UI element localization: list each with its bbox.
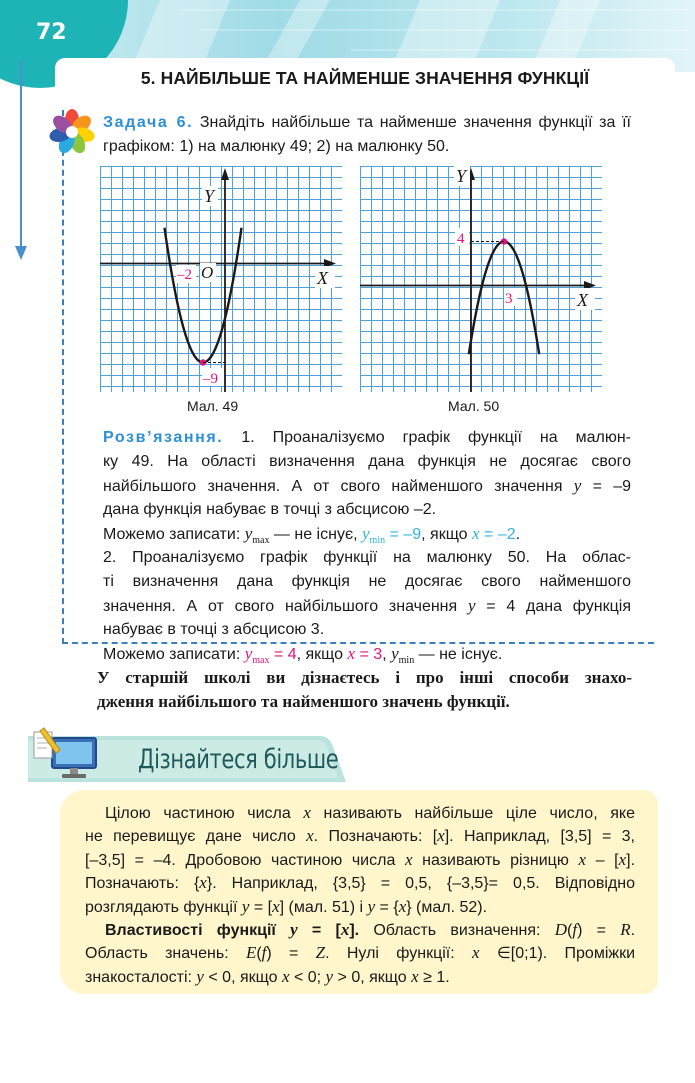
note-line: дження найбільшого та найменшого значень функції.	[97, 692, 510, 711]
x-tick-label: 3	[505, 291, 513, 307]
info-line: Властивості функції y = [x]. Область визначення: D(f) = R.	[105, 919, 636, 939]
task-statement	[103, 111, 631, 159]
flower-icon	[47, 107, 97, 157]
figure-50	[360, 166, 602, 392]
solution-line: 2. Проаналізуємо графік функції на малюнку 50. На облас-	[103, 549, 631, 566]
info-line: Позначають: {x}. Наприклад, {3,5} = 0,5, {–3,5}= 0,5. Відповідно	[85, 873, 636, 893]
y-tick-label: 4	[457, 231, 465, 247]
origin-label: O	[201, 263, 214, 282]
x-axis-label: X	[577, 290, 588, 310]
solution-line: ті визначення дана функція не досягає свого найменшого	[103, 573, 631, 590]
info-line: Цілою частиною числа x називають найбільше ціле число, яке	[105, 803, 635, 822]
task-body: Знайдіть найбільше та найменше значення функції за її графіком: 1) на малюнку 49; 2) на малюнку 50.	[103, 114, 631, 155]
figure-49	[100, 166, 342, 392]
solution-line: 1. Проаналізуємо графік функції на малюн-	[223, 429, 631, 446]
solution-line: найбільшого значення. А от свого найменшого значення y = –9	[103, 476, 631, 495]
x-tick-label: –2	[177, 267, 192, 283]
note-paragraph	[97, 666, 632, 714]
solution-line: дана функція набуває в точці з абсцисою –2.	[103, 501, 437, 518]
computer-icon	[30, 724, 102, 780]
note-line: У старшій школі ви дізнаєтесь і про інші способи знахо-	[97, 668, 632, 687]
info-line: знакосталості: y < 0, якщо x < 0; y > 0, якщо x ≥ 1.	[85, 966, 450, 986]
figure-49-caption: Мал. 49	[187, 398, 239, 414]
solution-line: ку 49. На області визначення дана функція не досягає свого	[103, 453, 631, 470]
solution-line: значення. А от свого найбільшого значення y = 4 дана функція	[103, 596, 631, 615]
y-axis-label: Y	[456, 166, 467, 186]
solution-line: Можемо записати: $y_{max}$ — не існує, $y_{min} = -9$, якщо x = –2.	[103, 524, 521, 546]
margin-line	[20, 60, 22, 250]
y-axis-label: Y	[204, 186, 215, 206]
info-line: розглядають функції y = [x] (мал. 51) і y = {x} (мал. 52).	[85, 896, 488, 916]
task-label: Задача 6.	[103, 114, 194, 131]
solution-text	[103, 426, 631, 666]
solution-line: набуває в точці з абсцисою 3.	[103, 621, 325, 638]
info-line: не перевищує дане число x. Позначають: [x]. Наприклад, [3,5] = 3,	[85, 826, 635, 846]
page-number: 72	[36, 20, 67, 45]
figure-50-caption: Мал. 50	[448, 398, 500, 414]
solution-line: Можемо записати: $y_{max} = 4$, якщо x = 3, $y_{min}$ — не існує.	[103, 644, 503, 666]
learn-more-title: Дізнайтеся більше	[138, 744, 339, 775]
y-tick-label: –9	[203, 371, 218, 387]
info-text	[85, 801, 635, 988]
section-title: 5. НАЙБІЛЬШЕ ТА НАЙМЕНШЕ ЗНАЧЕННЯ ФУНКЦІЇ	[140, 68, 590, 88]
x-axis-label: X	[317, 268, 328, 288]
margin-arrow-icon	[15, 246, 27, 260]
info-line: Область значень: E(f) = Z. Нулі функції: x ∈[0;1). Проміжки	[85, 943, 636, 963]
solution-label: Розв’язання.	[103, 429, 224, 446]
info-line: [–3,5] = –4. Дробовою частиною числа x називають різницю x – [x].	[85, 849, 636, 869]
